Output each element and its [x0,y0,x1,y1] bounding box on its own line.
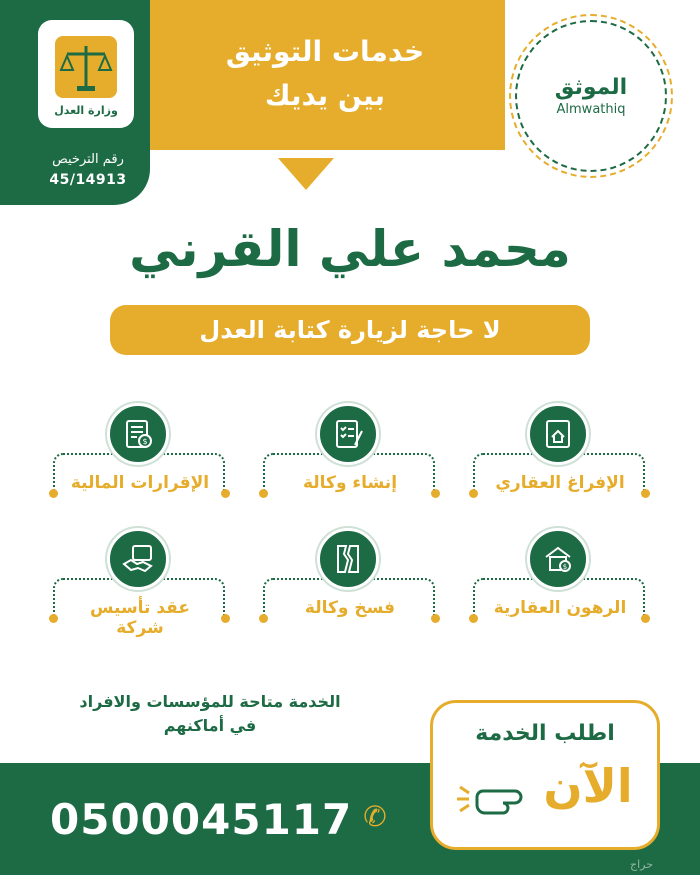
ministry-logo [38,20,134,128]
availability-line2: في أماكنهم [163,716,257,735]
order-now-button[interactable] [430,700,660,850]
license-number: 45/14913 [49,172,127,188]
cta-now-label: الآن [543,759,633,813]
service-label: الرهون العقارية [485,598,635,618]
headline [160,30,490,118]
brand-logo [515,20,667,172]
service-real-estate-mortgage[interactable] [465,528,655,638]
ministry-label: وزارة العدل [54,103,118,117]
svg-text:$: $ [562,563,568,571]
service-label: الإقرارات المالية [65,473,215,493]
scales-of-justice-icon [51,32,121,102]
person-name: محمد علي القرني [129,220,571,278]
availability-text [30,690,390,738]
checklist-pen-icon [317,403,379,465]
ministry-panel [0,0,150,205]
service-label: فسخ وكالة [275,598,425,618]
brand-name-ar: الموثق [554,75,628,100]
mortgage-house-icon [527,528,589,590]
service-revoke-agency[interactable] [255,528,445,638]
phone-number[interactable]: 0500045117 [50,795,353,844]
house-document-icon [527,403,589,465]
headline-line1: خدمات التوثيق [225,35,425,68]
pointing-hand-icon [455,781,533,817]
service-label: الإفراغ العقاري [485,473,635,493]
service-property-transfer[interactable] [465,403,655,513]
service-label: عقد تأسيس شركة [65,598,215,638]
license-label: رقم الترخيص [52,152,124,167]
watermark: حراج [630,858,654,871]
availability-line1: الخدمة متاحة للمؤسسات والافراد [79,692,341,711]
phone-icon[interactable]: ✆ [363,800,387,833]
cta-label: اطلب الخدمة [475,721,615,746]
service-financial-declarations[interactable] [45,403,235,513]
svg-text:$: $ [142,437,148,446]
chevron-down-icon [278,158,334,190]
service-create-agency[interactable] [255,403,445,513]
brand-name-en: Almwathiq [556,102,626,117]
torn-document-icon [317,528,379,590]
service-company-incorporation[interactable] [45,528,235,638]
tagline-pill: لا حاجة لزيارة كتابة العدل [110,305,590,355]
service-label: إنشاء وكالة [275,473,425,493]
financial-document-icon [107,403,169,465]
headline-line2: بين يديك [264,79,386,112]
handshake-contract-icon [107,528,169,590]
